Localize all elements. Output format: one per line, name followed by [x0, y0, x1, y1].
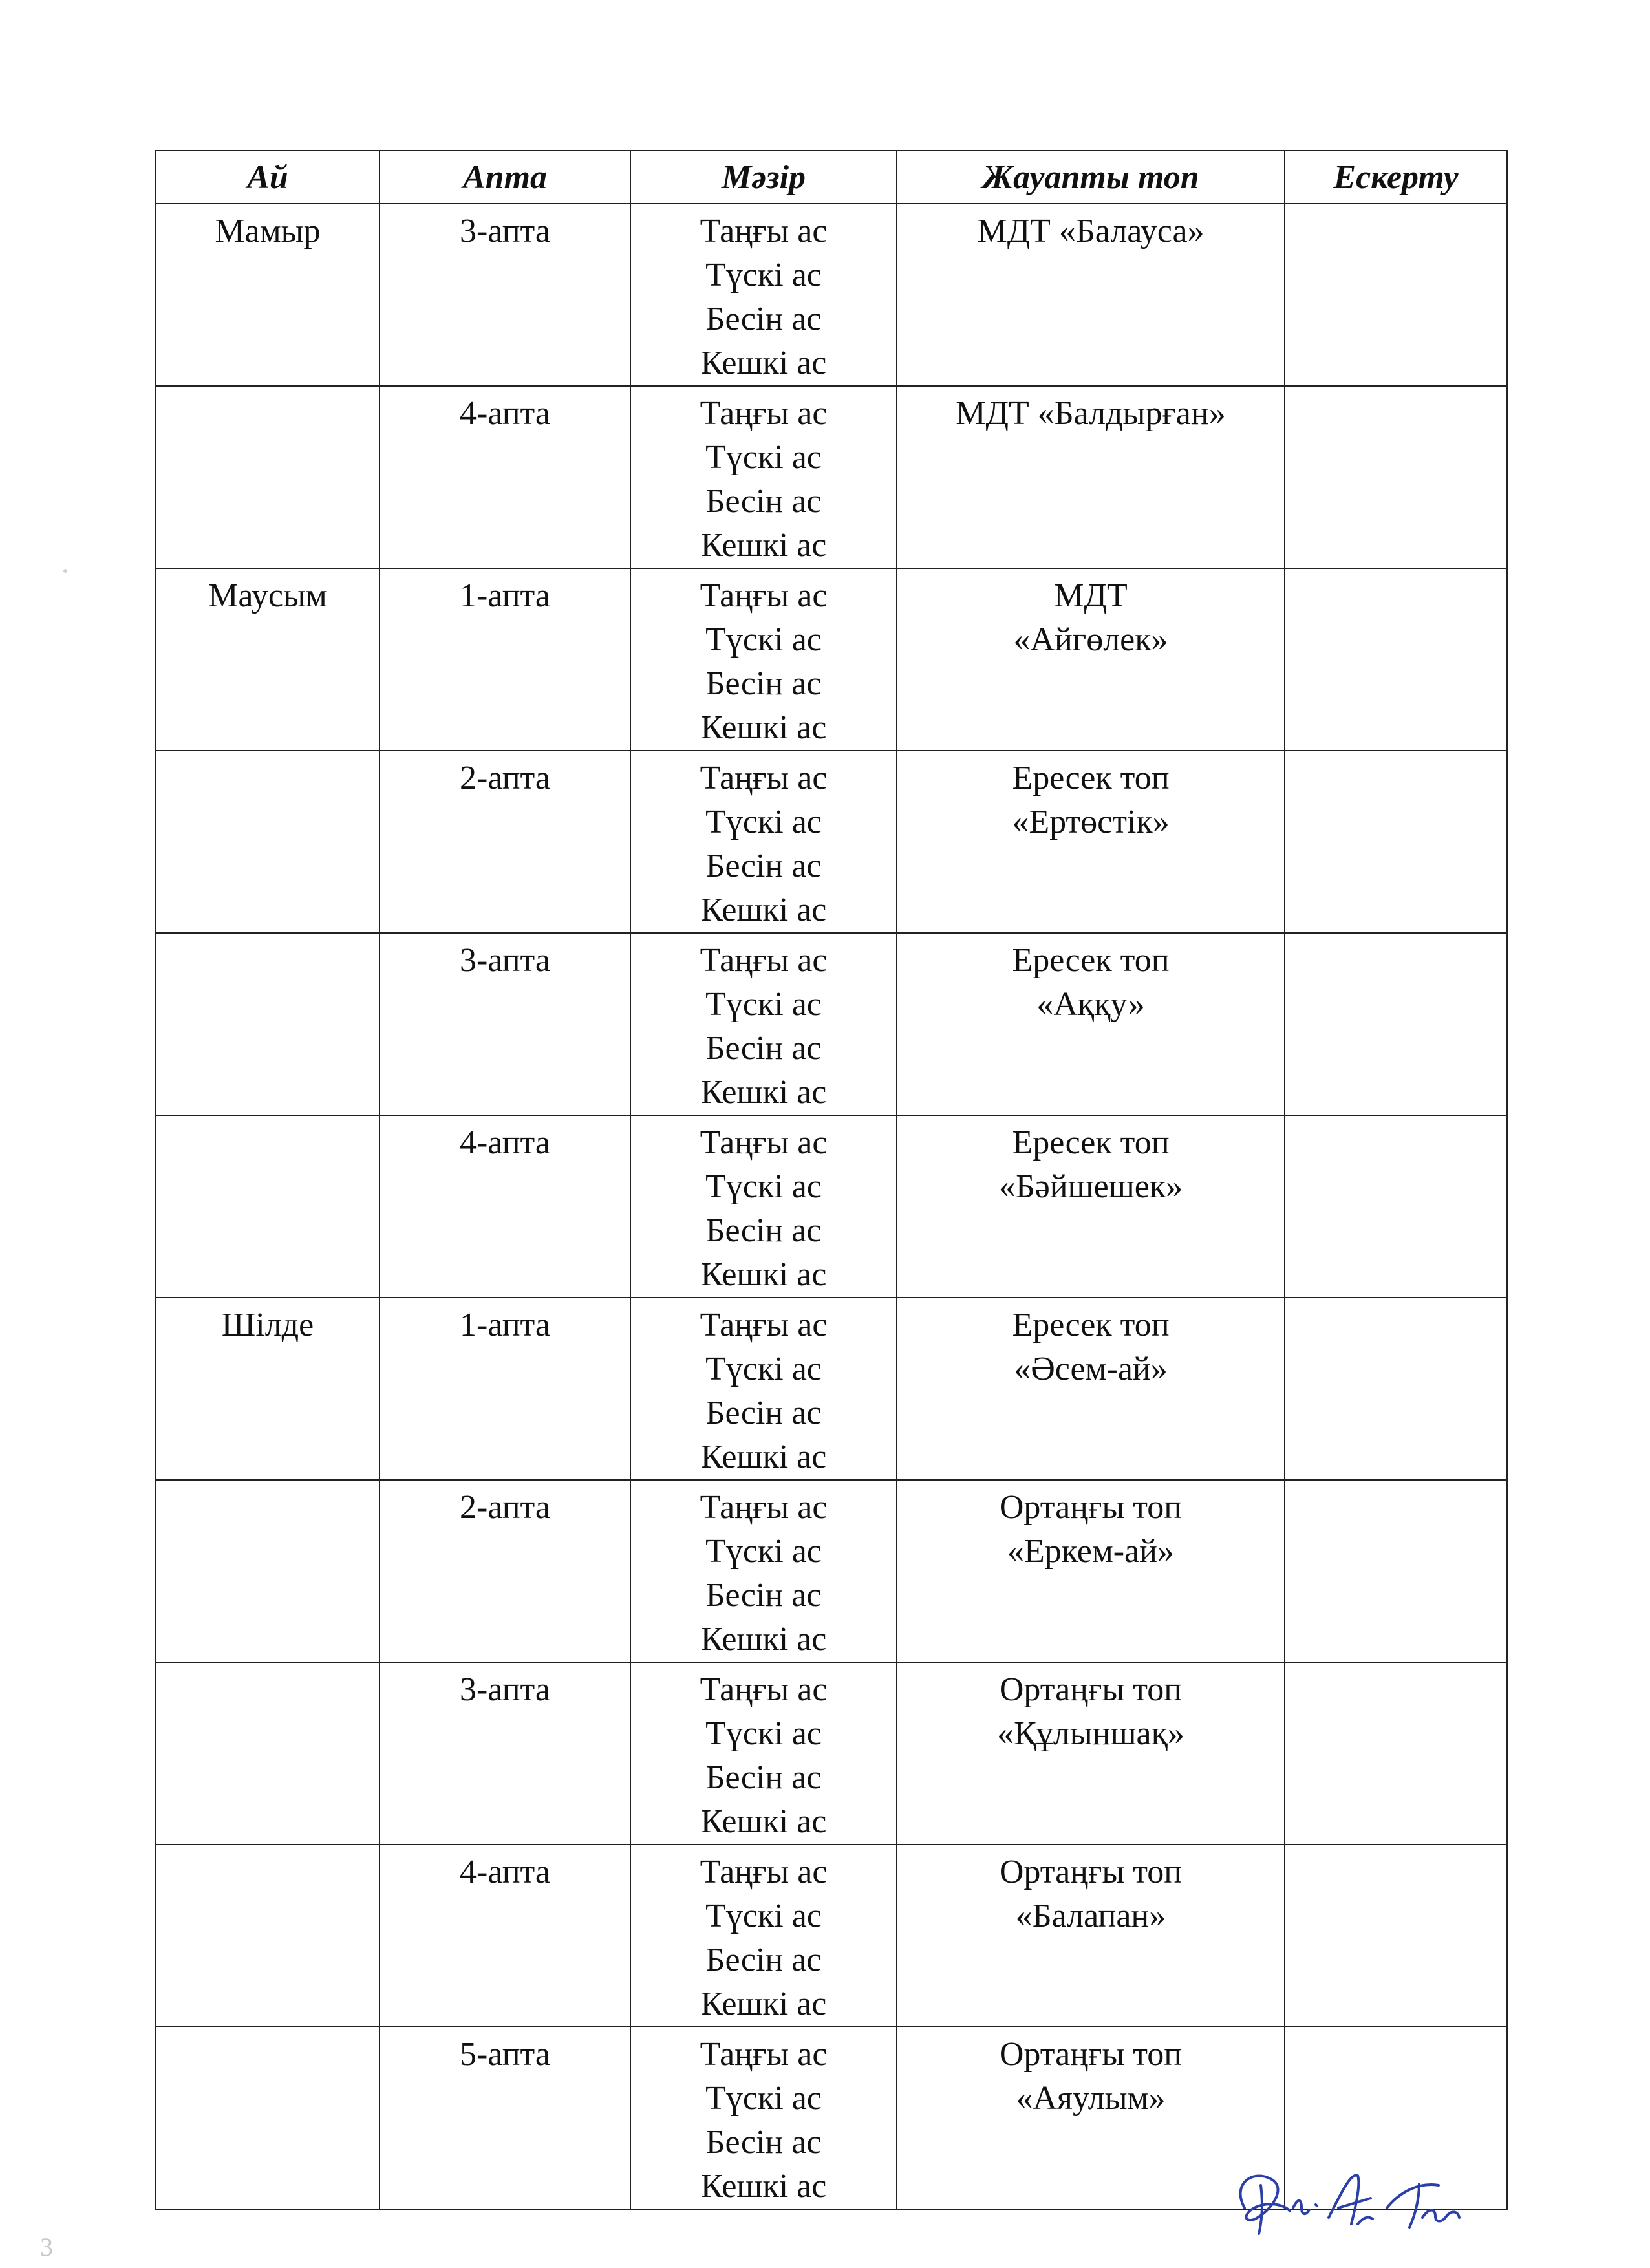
month-cell: Мамыр	[156, 204, 380, 386]
menu-cell	[630, 386, 897, 568]
group-line: «Еркем-ай»	[1007, 1533, 1174, 1570]
menu-item: Бесін ас	[705, 1942, 822, 1978]
header-responsible-group: Жауапты топ	[897, 151, 1285, 204]
menu-cell	[630, 204, 897, 386]
note-cell	[1285, 1115, 1507, 1298]
group-line: Ортаңғы топ	[999, 1489, 1183, 1526]
group-line: Ересек топ	[1012, 942, 1170, 979]
table-row	[156, 1480, 1507, 1662]
month-cell	[156, 1662, 380, 1845]
table-row	[156, 386, 1507, 568]
header-menu: Мәзір	[630, 151, 897, 204]
week-cell: 4-апта	[380, 1845, 630, 2027]
table-row	[156, 1298, 1507, 1480]
month-cell	[156, 1480, 380, 1662]
responsible-group-cell	[897, 751, 1285, 933]
note-cell	[1285, 1662, 1507, 1845]
note-cell	[1285, 933, 1507, 1115]
menu-item: Түскі ас	[705, 621, 822, 658]
menu-item: Таңғы ас	[700, 1124, 828, 1161]
header-note: Ескерту	[1285, 151, 1507, 204]
week-cell: 3-апта	[380, 933, 630, 1115]
menu-item: Түскі ас	[705, 1715, 822, 1752]
menu-item: Кешкі ас	[700, 2168, 827, 2205]
table-row	[156, 568, 1507, 751]
menu-cell	[630, 568, 897, 751]
responsible-group-cell	[897, 933, 1285, 1115]
menu-item: Таңғы ас	[700, 1671, 828, 1708]
menu-item: Кешкі ас	[700, 1256, 827, 1293]
group-line: Ересек топ	[1012, 1307, 1170, 1343]
meal-schedule-table	[155, 150, 1508, 2210]
responsible-group-cell	[897, 386, 1285, 568]
menu-item: Түскі ас	[705, 1533, 822, 1570]
menu-cell	[630, 1298, 897, 1480]
week-cell: 2-апта	[380, 751, 630, 933]
menu-item: Таңғы ас	[700, 213, 828, 250]
week-cell: 1-апта	[380, 1298, 630, 1480]
group-line: «Бәйшешек»	[998, 1168, 1183, 1205]
week-cell: 1-апта	[380, 568, 630, 751]
month-cell	[156, 386, 380, 568]
menu-item: Түскі ас	[705, 439, 822, 476]
menu-item: Кешкі ас	[700, 1621, 827, 1658]
menu-item: Кешкі ас	[700, 892, 827, 928]
menu-item: Бесін ас	[705, 1577, 822, 1614]
menu-item: Кешкі ас	[700, 527, 827, 564]
menu-item: Бесін ас	[705, 2124, 822, 2161]
menu-item: Кешкі ас	[700, 1074, 827, 1111]
menu-item: Түскі ас	[705, 1351, 822, 1387]
menu-item: Таңғы ас	[700, 760, 828, 797]
group-line: «Балапан»	[1015, 1898, 1166, 1934]
menu-cell	[630, 751, 897, 933]
menu-item: Түскі ас	[705, 257, 822, 294]
table-header-row	[156, 151, 1507, 204]
month-cell	[156, 933, 380, 1115]
table-row	[156, 751, 1507, 933]
menu-item: Бесін ас	[705, 1759, 822, 1796]
table-body	[156, 204, 1507, 2209]
menu-item: Кешкі ас	[700, 1803, 827, 1840]
table-row	[156, 204, 1507, 386]
menu-item: Таңғы ас	[700, 1307, 828, 1343]
group-line: Ортаңғы топ	[999, 2036, 1183, 2073]
menu-cell	[630, 1115, 897, 1298]
table-row	[156, 1662, 1507, 1845]
group-line: МДТ «Балдырған»	[956, 395, 1226, 432]
page-number-mark: 3	[40, 2232, 53, 2262]
week-cell: 3-апта	[380, 204, 630, 386]
month-cell	[156, 1845, 380, 2027]
menu-item: Таңғы ас	[700, 1854, 828, 1890]
menu-cell	[630, 2027, 897, 2209]
table-row	[156, 1115, 1507, 1298]
menu-item: Кешкі ас	[700, 1439, 827, 1475]
group-line: МДТ	[1054, 577, 1128, 614]
week-cell: 5-апта	[380, 2027, 630, 2209]
note-cell	[1285, 204, 1507, 386]
responsible-group-cell	[897, 1480, 1285, 1662]
menu-cell	[630, 1480, 897, 1662]
menu-cell	[630, 1845, 897, 2027]
group-line: МДТ «Балауса»	[977, 213, 1205, 250]
table-row	[156, 933, 1507, 1115]
menu-item: Түскі ас	[705, 986, 822, 1023]
week-cell: 3-апта	[380, 1662, 630, 1845]
menu-item: Кешкі ас	[700, 345, 827, 381]
responsible-group-cell	[897, 1662, 1285, 1845]
menu-cell	[630, 933, 897, 1115]
menu-item: Таңғы ас	[700, 942, 828, 979]
week-cell: 4-апта	[380, 1115, 630, 1298]
week-cell: 2-апта	[380, 1480, 630, 1662]
group-line: «Ертөстік»	[1012, 804, 1170, 840]
menu-cell	[630, 1662, 897, 1845]
menu-item: Түскі ас	[705, 1168, 822, 1205]
menu-item: Таңғы ас	[700, 395, 828, 432]
menu-item: Таңғы ас	[700, 577, 828, 614]
month-cell: Маусым	[156, 568, 380, 751]
responsible-group-cell	[897, 204, 1285, 386]
table-row	[156, 1845, 1507, 2027]
group-line: «Айгөлек»	[1013, 621, 1168, 658]
month-cell	[156, 751, 380, 933]
menu-item: Бесін ас	[705, 1212, 822, 1249]
month-cell	[156, 1115, 380, 1298]
note-cell	[1285, 1480, 1507, 1662]
note-cell	[1285, 386, 1507, 568]
menu-item: Бесін ас	[705, 848, 822, 884]
menu-item: Бесін ас	[705, 665, 822, 702]
responsible-group-cell	[897, 1115, 1285, 1298]
menu-item: Таңғы ас	[700, 1489, 828, 1526]
handwritten-signature	[1225, 2146, 1516, 2243]
group-line: Ортаңғы топ	[999, 1671, 1183, 1708]
group-line: «Аяулым»	[1016, 2080, 1166, 2117]
responsible-group-cell	[897, 1298, 1285, 1480]
month-cell: Шілде	[156, 1298, 380, 1480]
menu-item: Бесін ас	[705, 483, 822, 520]
scan-speck	[63, 569, 67, 573]
menu-item: Бесін ас	[705, 301, 822, 337]
note-cell	[1285, 568, 1507, 751]
menu-item: Бесін ас	[705, 1395, 822, 1431]
group-line: «Аққу»	[1036, 986, 1145, 1023]
menu-item: Түскі ас	[705, 1898, 822, 1934]
note-cell	[1285, 1845, 1507, 2027]
schedule-table-container	[155, 150, 1506, 2210]
menu-item: Түскі ас	[705, 2080, 822, 2117]
note-cell	[1285, 751, 1507, 933]
group-line: «Құлыншақ»	[997, 1715, 1184, 1752]
responsible-group-cell	[897, 1845, 1285, 2027]
menu-item: Кешкі ас	[700, 709, 827, 746]
menu-item: Таңғы ас	[700, 2036, 828, 2073]
menu-item: Түскі ас	[705, 804, 822, 840]
note-cell	[1285, 1298, 1507, 1480]
group-line: Ересек топ	[1012, 760, 1170, 797]
header-week: Апта	[380, 151, 630, 204]
month-cell	[156, 2027, 380, 2209]
group-line: Ортаңғы топ	[999, 1854, 1183, 1890]
menu-item: Бесін ас	[705, 1030, 822, 1067]
menu-item: Кешкі ас	[700, 1985, 827, 2022]
group-line: Ересек топ	[1012, 1124, 1170, 1161]
week-cell: 4-апта	[380, 386, 630, 568]
group-line: «Әсем-ай»	[1014, 1351, 1168, 1387]
header-month: Ай	[156, 151, 380, 204]
responsible-group-cell	[897, 568, 1285, 751]
